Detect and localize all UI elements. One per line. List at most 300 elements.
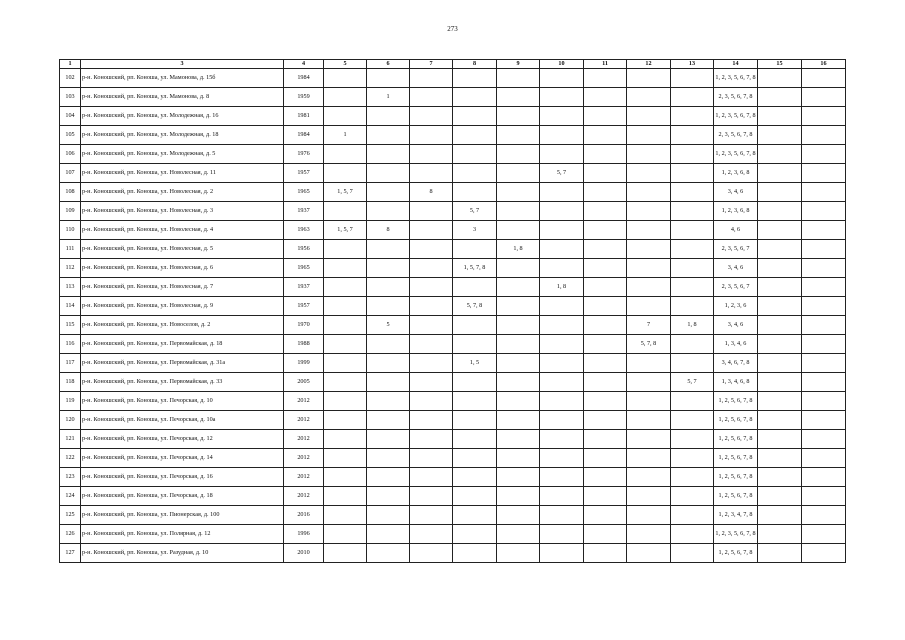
row-number: 127	[60, 544, 81, 563]
value-cell: 8	[410, 183, 453, 202]
value-cell	[671, 525, 714, 544]
value-cell	[367, 259, 410, 278]
value-cell	[540, 107, 584, 126]
value-cell	[627, 506, 671, 525]
value-cell	[497, 544, 540, 563]
address-cell: р-н. Коношский, рп. Коноша, ул. Первомайская, д. 18	[81, 335, 284, 354]
value-cell	[453, 411, 497, 430]
address-cell: р-н. Коношский, рп. Коноша, ул. Новолесная, д. 6	[81, 259, 284, 278]
value-cell	[627, 183, 671, 202]
year-cell: 2005	[284, 373, 324, 392]
value-cell	[324, 354, 367, 373]
value-cell	[584, 107, 627, 126]
address-cell: р-н. Коношский, рп. Коноша, ул. Печорская, д. 12	[81, 430, 284, 449]
year-cell: 1984	[284, 69, 324, 88]
value-cell	[540, 69, 584, 88]
value-cell	[324, 107, 367, 126]
value-cell	[497, 297, 540, 316]
value-cell	[584, 126, 627, 145]
value-cell	[410, 107, 453, 126]
value-cell: 1, 2, 5, 6, 7, 8	[714, 392, 758, 411]
value-cell	[758, 297, 802, 316]
value-cell	[497, 221, 540, 240]
value-cell	[758, 221, 802, 240]
value-cell	[671, 126, 714, 145]
value-cell	[410, 278, 453, 297]
value-cell	[497, 392, 540, 411]
value-cell	[453, 240, 497, 259]
value-cell	[627, 544, 671, 563]
value-cell	[367, 411, 410, 430]
address-cell: р-н. Коношский, рп. Коноша, ул. Новолесная, д. 11	[81, 164, 284, 183]
address-cell: р-н. Коношский, рп. Коноша, ул. Новолесная, д. 2	[81, 183, 284, 202]
value-cell	[671, 506, 714, 525]
address-cell: р-н. Коношский, рп. Коноша, ул. Новолесная, д. 3	[81, 202, 284, 221]
row-number: 107	[60, 164, 81, 183]
table-row	[60, 373, 846, 392]
value-cell	[497, 525, 540, 544]
value-cell	[627, 145, 671, 164]
value-cell: 1, 8	[671, 316, 714, 335]
table-row	[60, 316, 846, 335]
value-cell	[410, 202, 453, 221]
year-cell: 1959	[284, 88, 324, 107]
value-cell	[671, 392, 714, 411]
table-row	[60, 240, 846, 259]
value-cell	[758, 468, 802, 487]
value-cell	[758, 392, 802, 411]
table-row	[60, 145, 846, 164]
address-cell: р-н. Коношский, рп. Коноша, ул. Молодежная, д. 18	[81, 126, 284, 145]
value-cell	[584, 259, 627, 278]
value-cell: 1, 2, 5, 6, 7, 8	[714, 544, 758, 563]
value-cell	[410, 88, 453, 107]
year-cell: 1996	[284, 525, 324, 544]
value-cell	[802, 354, 846, 373]
value-cell	[324, 487, 367, 506]
address-cell: р-н. Коношский, рп. Коноша, ул. Новолесная, д. 4	[81, 221, 284, 240]
year-cell: 2010	[284, 544, 324, 563]
value-cell	[540, 506, 584, 525]
value-cell	[627, 354, 671, 373]
value-cell	[540, 449, 584, 468]
value-cell	[540, 202, 584, 221]
value-cell	[453, 506, 497, 525]
value-cell	[802, 278, 846, 297]
value-cell: 2, 3, 5, 6, 7, 8	[714, 88, 758, 107]
value-cell	[410, 506, 453, 525]
row-number: 123	[60, 468, 81, 487]
value-cell	[410, 411, 453, 430]
value-cell: 1, 2, 3, 5, 6, 7, 8	[714, 145, 758, 164]
value-cell	[584, 145, 627, 164]
column-header: 7	[410, 60, 453, 69]
value-cell	[497, 145, 540, 164]
value-cell	[540, 297, 584, 316]
value-cell	[584, 183, 627, 202]
value-cell	[627, 221, 671, 240]
value-cell: 1, 5, 7	[324, 221, 367, 240]
value-cell: 1, 5, 7	[324, 183, 367, 202]
value-cell	[324, 164, 367, 183]
row-number: 104	[60, 107, 81, 126]
address-cell: р-н. Коношский, рп. Коноша, ул. Печорская, д. 18	[81, 487, 284, 506]
value-cell	[410, 430, 453, 449]
value-cell: 1, 2, 5, 6, 7, 8	[714, 411, 758, 430]
value-cell: 1	[367, 88, 410, 107]
value-cell	[627, 69, 671, 88]
row-number: 109	[60, 202, 81, 221]
value-cell	[324, 278, 367, 297]
table-row	[60, 278, 846, 297]
value-cell	[367, 392, 410, 411]
column-header: 3	[81, 60, 284, 69]
value-cell	[453, 335, 497, 354]
value-cell	[584, 240, 627, 259]
value-cell	[497, 316, 540, 335]
value-cell	[584, 487, 627, 506]
value-cell: 5, 7	[453, 202, 497, 221]
value-cell	[671, 240, 714, 259]
value-cell	[540, 259, 584, 278]
value-cell	[540, 544, 584, 563]
value-cell	[802, 544, 846, 563]
value-cell	[324, 297, 367, 316]
value-cell	[758, 259, 802, 278]
row-number: 112	[60, 259, 81, 278]
value-cell	[367, 525, 410, 544]
value-cell: 1, 2, 3, 6	[714, 297, 758, 316]
address-cell: р-н. Коношский, рп. Коноша, ул. Новолесная, д. 5	[81, 240, 284, 259]
year-cell: 1965	[284, 183, 324, 202]
value-cell	[410, 373, 453, 392]
column-header: 5	[324, 60, 367, 69]
value-cell	[802, 164, 846, 183]
year-cell: 2012	[284, 449, 324, 468]
value-cell	[453, 430, 497, 449]
value-cell	[627, 202, 671, 221]
value-cell: 1, 8	[497, 240, 540, 259]
value-cell	[584, 392, 627, 411]
value-cell	[540, 354, 584, 373]
table-row	[60, 259, 846, 278]
value-cell	[367, 69, 410, 88]
value-cell	[410, 259, 453, 278]
value-cell	[671, 221, 714, 240]
column-header: 1	[60, 60, 81, 69]
value-cell	[671, 411, 714, 430]
value-cell	[540, 183, 584, 202]
value-cell	[453, 525, 497, 544]
value-cell	[584, 373, 627, 392]
page-number: 273	[447, 25, 458, 33]
value-cell	[802, 107, 846, 126]
table-row	[60, 525, 846, 544]
value-cell	[453, 468, 497, 487]
value-cell	[324, 468, 367, 487]
column-header: 16	[802, 60, 846, 69]
year-cell: 2012	[284, 411, 324, 430]
value-cell: 1, 2, 3, 5, 6, 7, 8	[714, 69, 758, 88]
column-header: 13	[671, 60, 714, 69]
value-cell	[584, 221, 627, 240]
value-cell	[627, 297, 671, 316]
row-number: 106	[60, 145, 81, 164]
value-cell	[758, 506, 802, 525]
value-cell	[324, 69, 367, 88]
row-number: 125	[60, 506, 81, 525]
value-cell	[584, 316, 627, 335]
column-header: 9	[497, 60, 540, 69]
column-header: 14	[714, 60, 758, 69]
value-cell: 1, 3, 4, 6, 8	[714, 373, 758, 392]
value-cell	[324, 411, 367, 430]
value-cell: 1, 2, 5, 6, 7, 8	[714, 449, 758, 468]
value-cell: 1, 2, 5, 6, 7, 8	[714, 487, 758, 506]
value-cell	[584, 544, 627, 563]
value-cell	[367, 278, 410, 297]
value-cell: 1, 8	[540, 278, 584, 297]
value-cell	[324, 259, 367, 278]
value-cell	[453, 373, 497, 392]
value-cell	[367, 506, 410, 525]
value-cell	[758, 373, 802, 392]
value-cell	[802, 69, 846, 88]
row-number: 117	[60, 354, 81, 373]
value-cell	[802, 392, 846, 411]
value-cell	[540, 240, 584, 259]
row-number: 114	[60, 297, 81, 316]
value-cell	[584, 202, 627, 221]
row-number: 105	[60, 126, 81, 145]
value-cell	[410, 126, 453, 145]
value-cell	[627, 164, 671, 183]
table-row	[60, 335, 846, 354]
value-cell	[410, 487, 453, 506]
value-cell	[627, 392, 671, 411]
year-cell: 2012	[284, 468, 324, 487]
value-cell	[802, 335, 846, 354]
address-cell: р-н. Коношский, рп. Коноша, ул. Печорская, д. 14	[81, 449, 284, 468]
column-header: 10	[540, 60, 584, 69]
table-row	[60, 411, 846, 430]
value-cell	[497, 335, 540, 354]
value-cell	[627, 107, 671, 126]
value-cell	[758, 278, 802, 297]
value-cell	[453, 487, 497, 506]
value-cell: 5	[367, 316, 410, 335]
value-cell	[584, 69, 627, 88]
row-number: 119	[60, 392, 81, 411]
address-cell: р-н. Коношский, рп. Коноша, ул. Молодежная, д. 16	[81, 107, 284, 126]
value-cell	[671, 145, 714, 164]
value-cell: 1, 2, 5, 6, 7, 8	[714, 468, 758, 487]
address-cell: р-н. Коношский, рп. Коноша, ул. Печорская, д. 10а	[81, 411, 284, 430]
year-cell: 1988	[284, 335, 324, 354]
value-cell	[497, 107, 540, 126]
value-cell	[453, 544, 497, 563]
row-number: 118	[60, 373, 81, 392]
value-cell	[410, 221, 453, 240]
address-cell: р-н. Коношский, рп. Коноша, ул. Новоселов, д. 2	[81, 316, 284, 335]
row-number: 120	[60, 411, 81, 430]
year-cell: 1937	[284, 278, 324, 297]
table-row	[60, 202, 846, 221]
value-cell	[584, 335, 627, 354]
value-cell	[540, 525, 584, 544]
value-cell	[453, 316, 497, 335]
value-cell	[584, 468, 627, 487]
address-cell: р-н. Коношский, рп. Коноша, ул. Первомайская, д. 31а	[81, 354, 284, 373]
value-cell	[410, 468, 453, 487]
value-cell: 3	[453, 221, 497, 240]
value-cell	[367, 487, 410, 506]
value-cell	[671, 259, 714, 278]
table-row	[60, 107, 846, 126]
column-header: 8	[453, 60, 497, 69]
value-cell	[367, 126, 410, 145]
value-cell	[758, 411, 802, 430]
value-cell	[584, 430, 627, 449]
value-cell	[497, 164, 540, 183]
value-cell	[802, 525, 846, 544]
value-cell	[758, 335, 802, 354]
year-cell: 2012	[284, 392, 324, 411]
year-cell: 1976	[284, 145, 324, 164]
address-cell: р-н. Коношский, рп. Коноша, ул. Новолесная, д. 7	[81, 278, 284, 297]
table-body	[60, 69, 846, 563]
year-cell: 1999	[284, 354, 324, 373]
value-cell	[627, 88, 671, 107]
value-cell: 5, 7, 8	[627, 335, 671, 354]
value-cell	[410, 297, 453, 316]
value-cell	[627, 487, 671, 506]
value-cell	[453, 107, 497, 126]
table-row	[60, 126, 846, 145]
value-cell	[584, 525, 627, 544]
value-cell	[671, 449, 714, 468]
value-cell	[497, 278, 540, 297]
value-cell	[324, 335, 367, 354]
value-cell	[497, 411, 540, 430]
value-cell	[453, 183, 497, 202]
value-cell: 4, 6	[714, 221, 758, 240]
value-cell	[453, 88, 497, 107]
year-cell: 1965	[284, 259, 324, 278]
year-cell: 2016	[284, 506, 324, 525]
value-cell	[367, 145, 410, 164]
value-cell	[802, 259, 846, 278]
year-cell: 1956	[284, 240, 324, 259]
row-number: 115	[60, 316, 81, 335]
value-cell: 1, 5, 7, 8	[453, 259, 497, 278]
value-cell: 1, 2, 3, 6, 8	[714, 164, 758, 183]
value-cell	[367, 468, 410, 487]
value-cell: 2, 3, 5, 6, 7	[714, 240, 758, 259]
value-cell	[802, 373, 846, 392]
value-cell	[758, 107, 802, 126]
value-cell	[758, 183, 802, 202]
table-row	[60, 297, 846, 316]
value-cell	[324, 373, 367, 392]
table-row	[60, 544, 846, 563]
value-cell: 2, 3, 5, 6, 7	[714, 278, 758, 297]
value-cell: 1	[324, 126, 367, 145]
value-cell	[627, 468, 671, 487]
value-cell	[497, 88, 540, 107]
value-cell	[802, 145, 846, 164]
value-cell	[802, 183, 846, 202]
address-cell: р-н. Коношский, рп. Коноша, ул. Новолесная, д. 9	[81, 297, 284, 316]
value-cell	[584, 297, 627, 316]
value-cell	[802, 449, 846, 468]
value-cell	[584, 411, 627, 430]
value-cell	[497, 449, 540, 468]
value-cell	[324, 430, 367, 449]
table-row	[60, 487, 846, 506]
table-row	[60, 354, 846, 373]
address-cell: р-н. Коношский, рп. Коноша, ул. Печорская, д. 16	[81, 468, 284, 487]
value-cell	[584, 164, 627, 183]
year-cell: 1957	[284, 164, 324, 183]
value-cell	[758, 164, 802, 183]
year-cell: 1957	[284, 297, 324, 316]
row-number: 121	[60, 430, 81, 449]
value-cell	[671, 164, 714, 183]
column-header: 12	[627, 60, 671, 69]
value-cell	[671, 468, 714, 487]
value-cell	[627, 430, 671, 449]
year-cell: 1970	[284, 316, 324, 335]
value-cell	[497, 506, 540, 525]
value-cell	[497, 126, 540, 145]
value-cell	[367, 373, 410, 392]
value-cell	[324, 240, 367, 259]
value-cell	[497, 259, 540, 278]
value-cell	[802, 468, 846, 487]
value-cell	[802, 487, 846, 506]
value-cell	[410, 392, 453, 411]
value-cell: 7	[627, 316, 671, 335]
value-cell: 5, 7	[540, 164, 584, 183]
value-cell	[410, 544, 453, 563]
value-cell	[453, 164, 497, 183]
value-cell	[453, 392, 497, 411]
value-cell	[758, 240, 802, 259]
value-cell	[802, 430, 846, 449]
value-cell	[671, 202, 714, 221]
value-cell	[584, 354, 627, 373]
value-cell: 1, 2, 5, 6, 7, 8	[714, 430, 758, 449]
address-cell: р-н. Коношский, рп. Коноша, ул. Полярная, д. 12	[81, 525, 284, 544]
value-cell	[324, 88, 367, 107]
value-cell	[324, 506, 367, 525]
year-cell: 1963	[284, 221, 324, 240]
value-cell: 3, 4, 6	[714, 259, 758, 278]
value-cell	[671, 430, 714, 449]
value-cell	[497, 430, 540, 449]
value-cell	[540, 335, 584, 354]
value-cell: 5, 7	[671, 373, 714, 392]
value-cell	[627, 525, 671, 544]
value-cell: 3, 4, 6	[714, 183, 758, 202]
row-number: 116	[60, 335, 81, 354]
value-cell	[627, 259, 671, 278]
table-row	[60, 69, 846, 88]
value-cell	[540, 487, 584, 506]
value-cell	[410, 335, 453, 354]
value-cell	[584, 449, 627, 468]
